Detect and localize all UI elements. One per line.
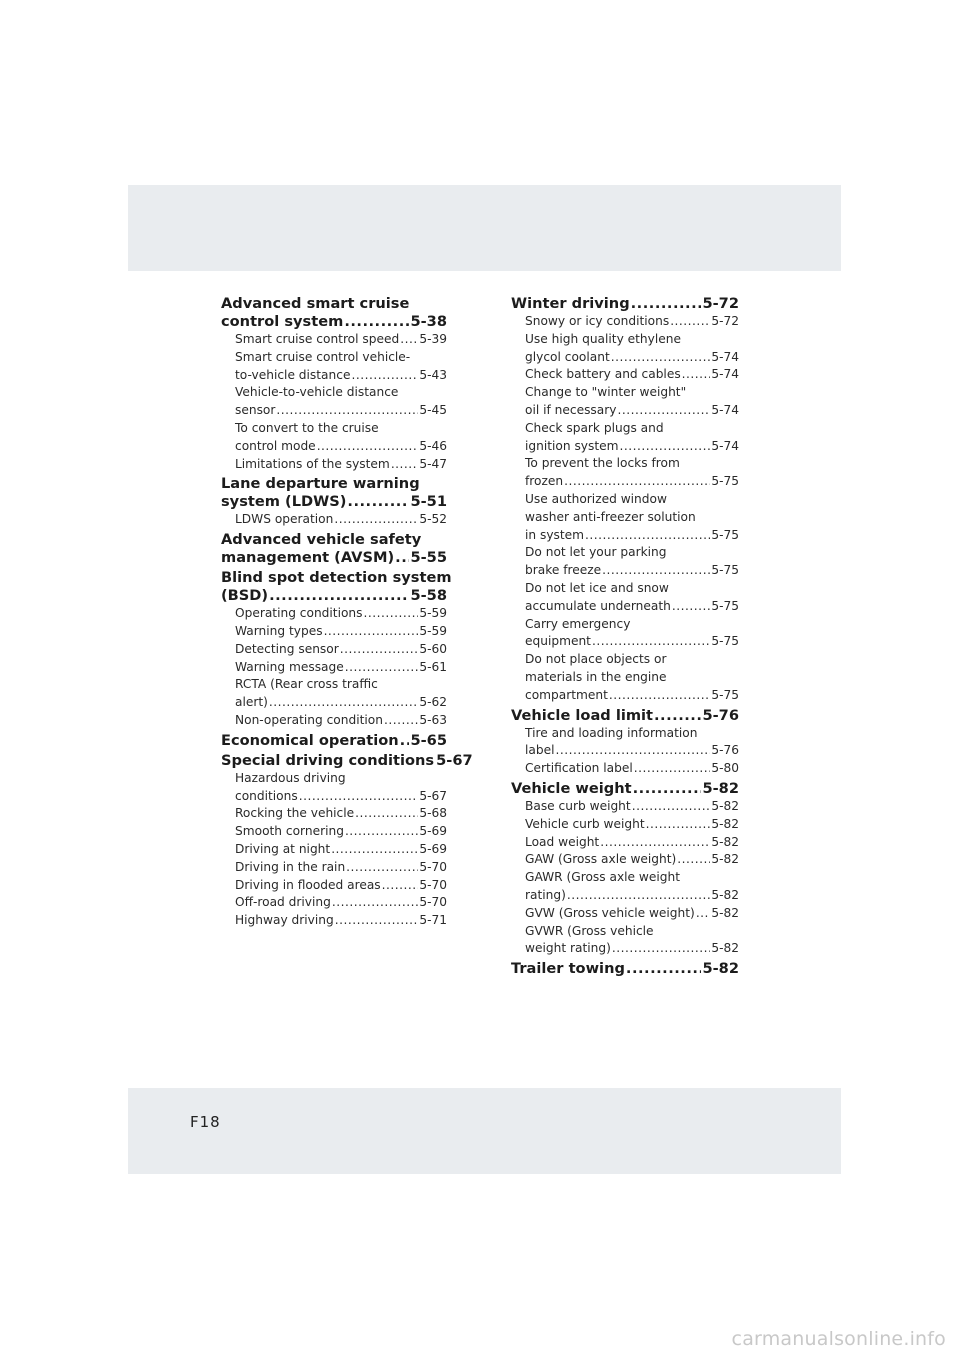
entry-page: 5-72	[711, 314, 739, 328]
entry-text: Operating conditions	[235, 606, 363, 621]
leader-dots	[345, 659, 419, 677]
leader-dots	[299, 788, 419, 806]
leader-dots	[340, 641, 419, 659]
entry-text: alert)	[235, 695, 268, 710]
entry-text: Warning message	[235, 659, 344, 674]
leader-dots	[631, 295, 702, 313]
leader-dots	[355, 805, 418, 823]
entry-page: 5-76	[711, 743, 739, 758]
entry-text: glycol coolant	[525, 349, 610, 364]
entry-page: 5-69	[419, 824, 447, 839]
leader-dots	[646, 816, 711, 834]
entry-page: 5-82	[702, 960, 739, 978]
leader-dots	[347, 493, 409, 511]
index-heading	[221, 569, 452, 605]
entry-text: Do not place objects or	[525, 652, 667, 667]
entry-text: washer anti-freezer solution	[525, 509, 696, 524]
entry-text: Off-road driving	[235, 895, 331, 910]
entry-page: 5-38	[410, 313, 447, 330]
leader-dots	[585, 527, 710, 545]
leader-dots	[672, 598, 710, 616]
index-subentry	[511, 544, 739, 580]
entry-page: 5-72	[702, 295, 739, 312]
entry-page: 5-60	[419, 641, 447, 656]
entry-text: Certification label	[525, 761, 633, 776]
leader-dots	[633, 780, 702, 798]
index-subentry	[221, 511, 447, 529]
index-subentry	[511, 923, 739, 959]
entry-text: Check battery and cables	[525, 367, 681, 382]
entry-page: 5-80	[711, 761, 739, 776]
entry-text: To convert to the cruise	[235, 420, 379, 435]
entry-page: 5-70	[419, 859, 447, 874]
index-subentry	[221, 805, 447, 823]
entry-text: management (AVSM)	[221, 549, 395, 567]
leader-dots	[344, 313, 409, 331]
entry-page: 5-52	[419, 512, 447, 527]
entry-text: Hazardous driving	[235, 770, 346, 785]
index-subentry	[221, 349, 447, 385]
leader-dots	[564, 473, 710, 491]
index-subentry	[511, 816, 739, 834]
leader-dots	[555, 742, 710, 760]
index-heading	[511, 707, 739, 725]
entry-text: (BSD)	[221, 587, 269, 605]
index-heading	[511, 780, 739, 798]
entry-text: Vehicle-to-vehicle distance	[235, 385, 399, 400]
index-subentry	[511, 851, 739, 869]
leader-dots	[634, 760, 711, 778]
entry-text: Rocking the vehicle	[235, 806, 355, 821]
index-subentry	[511, 455, 739, 491]
entry-text: Base curb weight	[525, 798, 631, 813]
index-subentry	[511, 651, 739, 704]
index-subentry	[221, 420, 447, 456]
entry-text: Do not let ice and snow	[525, 580, 669, 595]
entry-text: Carry emergency	[525, 616, 631, 631]
index-subentry	[221, 641, 447, 659]
entry-text: control mode	[235, 438, 316, 453]
page-number: F18	[190, 1113, 221, 1131]
entry-text: Vehicle curb weight	[525, 816, 645, 831]
entry-page: 5-58	[410, 587, 447, 605]
leader-dots	[609, 687, 710, 705]
index-subentry	[511, 580, 739, 616]
leader-dots	[317, 438, 419, 456]
entry-page: 5-46	[419, 438, 447, 453]
entry-text: Warning types	[235, 623, 323, 638]
entry-page: 5-82	[711, 887, 739, 902]
entry-page: 5-82	[702, 779, 739, 797]
entry-page: 5-63	[419, 712, 447, 727]
index-subentry	[221, 659, 447, 677]
entry-text: GVWR (Gross vehicle	[525, 923, 654, 938]
index-subentry	[221, 712, 447, 730]
index-heading	[221, 295, 447, 331]
leader-dots	[332, 894, 418, 912]
entry-text: GAW (Gross axle weight)	[525, 852, 677, 867]
entry-text: Non-operating condition	[235, 712, 383, 727]
index-subentry	[511, 798, 739, 816]
leader-dots	[612, 940, 711, 958]
index-subentry	[221, 859, 447, 877]
index-subentry	[221, 877, 447, 895]
entry-text: accumulate underneath	[525, 598, 671, 613]
entry-text: equipment	[525, 634, 591, 649]
entry-text: Smooth cornering	[235, 824, 344, 839]
entry-text: Economical operation	[221, 731, 399, 749]
entry-text: rating)	[525, 887, 566, 902]
entry-page: 5-74	[711, 349, 739, 364]
entry-page: 5-82	[711, 905, 739, 920]
entry-text: Detecting sensor	[235, 641, 339, 656]
entry-page: 5-59	[419, 623, 447, 638]
leader-dots	[567, 887, 710, 905]
entry-page: 5-82	[711, 798, 739, 813]
header-band	[128, 185, 841, 271]
entry-page: 5-65	[410, 731, 447, 749]
leader-dots	[345, 823, 418, 841]
entry-page: 5-55	[410, 549, 447, 567]
entry-text: RCTA (Rear cross traffic	[235, 677, 378, 692]
index-subentry	[221, 823, 447, 841]
entry-page: 5-82	[711, 852, 739, 867]
entry-text: Highway driving	[235, 913, 334, 928]
entry-page: 5-82	[711, 816, 739, 831]
entry-page: 5-71	[419, 913, 447, 928]
index-subentry	[511, 313, 739, 331]
index-subentry	[221, 605, 447, 623]
index-column-left	[221, 293, 473, 930]
entry-text: LDWS operation	[235, 512, 334, 527]
index-subentry	[221, 841, 447, 859]
entry-page: 5-47	[419, 456, 447, 471]
leader-dots	[346, 859, 418, 877]
footer-band	[128, 1088, 841, 1174]
entry-page: 5-82	[711, 941, 739, 956]
index-subentry	[221, 623, 447, 641]
entry-text: Do not let your parking	[525, 545, 667, 560]
index-heading	[221, 475, 447, 511]
entry-text: Lane departure warning	[221, 475, 420, 493]
leader-dots	[626, 960, 702, 978]
leader-dots	[600, 834, 710, 852]
entry-text: Vehicle weight	[511, 779, 632, 797]
watermark: carmanualsonline.info	[731, 1328, 946, 1350]
leader-dots	[592, 633, 710, 651]
entry-page: 5-75	[711, 687, 739, 702]
entry-text: Special driving conditions	[221, 751, 435, 769]
leader-dots	[382, 877, 419, 895]
index-subentry	[221, 770, 447, 806]
leader-dots	[351, 367, 418, 385]
leader-dots	[276, 402, 418, 420]
index-subentry	[511, 616, 739, 652]
entry-page: 5-75	[711, 563, 739, 578]
leader-dots	[391, 456, 419, 474]
leader-dots	[384, 712, 418, 730]
entry-text: sensor	[235, 403, 276, 418]
entry-page: 5-75	[711, 598, 739, 613]
leader-dots	[620, 438, 711, 456]
entry-page: 5-43	[419, 367, 447, 382]
entry-page: 5-82	[711, 834, 739, 849]
entry-page: 5-61	[419, 659, 447, 674]
entry-text: Advanced smart cruise	[221, 295, 410, 312]
index-subentry	[511, 420, 739, 456]
leader-dots	[400, 732, 410, 750]
index-subentry	[221, 676, 447, 712]
leader-dots	[395, 549, 409, 567]
leader-dots	[632, 798, 711, 816]
entry-text: ignition system	[525, 438, 619, 453]
index-column-right	[511, 293, 739, 978]
entry-text: Load weight	[525, 834, 600, 849]
entry-text: control system	[221, 313, 344, 330]
entry-text: GVW (Gross vehicle weight)	[525, 905, 695, 920]
index-subentry	[221, 456, 447, 474]
entry-page: 5-69	[419, 841, 447, 856]
index-subentry	[511, 491, 739, 544]
index-subentry	[511, 725, 739, 761]
entry-text: Driving at night	[235, 841, 331, 856]
leader-dots	[696, 905, 711, 923]
entry-page: 5-62	[419, 695, 447, 710]
leader-dots	[269, 694, 418, 712]
index-subentry	[511, 366, 739, 384]
entry-text: Change to "winter weight"	[525, 385, 687, 400]
index-subentry	[221, 384, 447, 420]
entry-page: 5-75	[711, 634, 739, 649]
leader-dots	[334, 511, 418, 529]
leader-dots	[682, 366, 711, 384]
leader-dots	[611, 349, 711, 367]
entry-page: 5-45	[419, 403, 447, 418]
entry-page: 5-75	[711, 474, 739, 489]
entry-text: frozen	[525, 474, 564, 489]
entry-text: Advanced vehicle safety	[221, 531, 422, 549]
leader-dots	[654, 707, 701, 725]
entry-text: To prevent the locks from	[525, 456, 680, 471]
entry-text: Snowy or icy conditions	[525, 314, 670, 328]
leader-dots	[331, 841, 418, 859]
entry-page: 5-74	[711, 438, 739, 453]
entry-page: 5-74	[711, 402, 739, 417]
entry-text: Check spark plugs and	[525, 420, 664, 435]
entry-text: system (LDWS)	[221, 493, 347, 511]
entry-text: Smart cruise control vehicle-	[235, 349, 411, 364]
entry-page: 5-76	[702, 706, 739, 724]
leader-dots	[364, 605, 419, 623]
entry-page: 5-75	[711, 527, 739, 542]
index-subentry	[511, 834, 739, 852]
index-heading	[221, 732, 447, 750]
index-subentry	[221, 894, 447, 912]
entry-page: 5-59	[419, 606, 447, 621]
entry-page: 5-67	[419, 788, 447, 803]
leader-dots	[677, 851, 710, 869]
entry-text: in system	[525, 527, 585, 542]
entry-page: 5-70	[419, 877, 447, 892]
entry-page: 5-68	[419, 806, 447, 821]
index-subentry	[221, 331, 447, 349]
index-heading	[511, 295, 739, 313]
entry-page: 5-39	[419, 332, 447, 346]
entry-text: Vehicle load limit	[511, 706, 654, 724]
entry-page: 5-51	[410, 493, 447, 511]
entry-text: GAWR (Gross axle weight	[525, 870, 681, 885]
entry-text: Blind spot detection system	[221, 569, 452, 587]
index-heading	[221, 531, 447, 567]
leader-dots	[602, 562, 710, 580]
entry-text: weight rating)	[525, 941, 611, 956]
entry-text: Limitations of the system	[235, 456, 390, 471]
entry-text: label	[525, 743, 555, 758]
index-subentry	[511, 905, 739, 923]
index-subentry	[511, 760, 739, 778]
index-subentry	[511, 384, 739, 420]
leader-dots	[400, 331, 418, 349]
leader-dots	[670, 313, 710, 331]
entry-text: Smart cruise control speed	[235, 332, 400, 346]
entry-page: 5-74	[711, 367, 739, 382]
entry-text: to-vehicle distance	[235, 367, 351, 382]
entry-text: materials in the engine	[525, 669, 667, 684]
index-subentry	[221, 912, 447, 930]
entry-page: 5-67	[436, 751, 473, 769]
leader-dots	[269, 587, 409, 605]
entry-text: brake freeze	[525, 563, 602, 578]
leader-dots	[335, 912, 419, 930]
entry-text: Driving in the rain	[235, 859, 346, 874]
index-heading	[511, 960, 739, 978]
entry-text: Winter driving	[511, 295, 630, 312]
entry-text: Use authorized window	[525, 491, 667, 506]
entry-text: Trailer towing	[511, 960, 625, 978]
index-subentry	[511, 331, 739, 367]
leader-dots	[324, 623, 419, 641]
entry-text: oil if necessary	[525, 402, 617, 417]
index-heading	[221, 751, 473, 770]
index-subentry	[511, 869, 739, 905]
entry-text: Driving in flooded areas	[235, 877, 381, 892]
leader-dots	[617, 402, 710, 420]
entry-text: Use high quality ethylene	[525, 331, 681, 346]
entry-text: Tire and loading information	[525, 725, 698, 740]
entry-text: conditions	[235, 788, 298, 803]
entry-text: compartment	[525, 687, 608, 702]
entry-page: 5-70	[419, 895, 447, 910]
